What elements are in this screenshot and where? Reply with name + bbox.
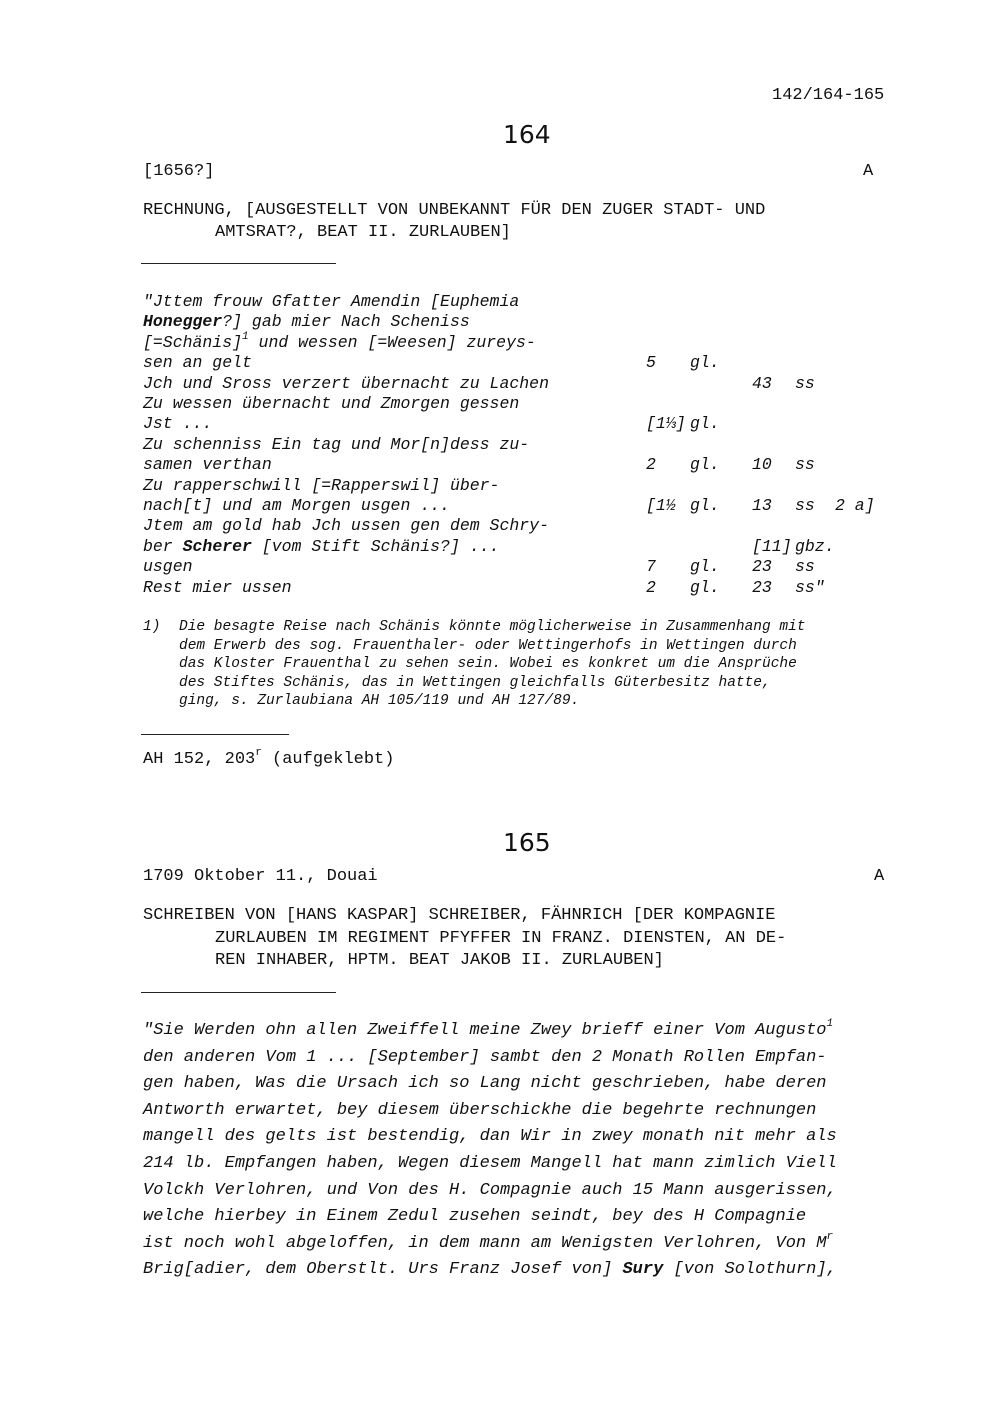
- amount-gulden: 5: [646, 353, 656, 373]
- entry-description: Zu schenniss Ein tag und Mor[n]dess zu-: [143, 434, 530, 454]
- footnote-marker: 1): [143, 619, 161, 635]
- footnote-line: Die besagte Reise nach Schänis könnte möglicherweise in Zusammenhang mit: [179, 619, 806, 635]
- amount-schilling: 23: [752, 577, 772, 597]
- amount-schilling: 13: [752, 496, 772, 515]
- entry-description: [=Schänis]$^1$ und wessen [=Weesen] zureys-: [143, 331, 536, 352]
- amount-gulden: 7: [646, 557, 656, 577]
- title-line: RECHNUNG, [AUSGESTELLT VON UNBEKANNT FÜR DEN ZUGER STADT- UND: [143, 201, 766, 220]
- person-name: Honegger: [143, 312, 223, 332]
- document-letter-165: A: [874, 867, 885, 886]
- entry-description: samen verthan: [143, 455, 272, 475]
- divider-rule: [141, 263, 336, 264]
- amount-angster: 2 a]: [835, 496, 875, 515]
- letter-line: "Sie Werden ohn allen Zweiffell meine Zwey brieff einer Vom Augusto$^1$: [143, 1018, 834, 1040]
- amount-schilling: 10: [752, 455, 772, 475]
- footnote-line: ging, s. Zurlaubiana AH 105/119 und AH 127/89.: [179, 693, 580, 709]
- unit-gulden: gl.: [690, 353, 720, 373]
- unit-schilling: ss: [795, 455, 815, 475]
- unit-schilling: ss": [795, 577, 825, 597]
- person-name: Scherer: [182, 536, 252, 556]
- entry-description: Rest mier ussen: [143, 577, 292, 597]
- entry-description: nach[t] und am Morgen usgen ...: [143, 496, 450, 515]
- amount-gulden: [1⅓]: [646, 414, 686, 434]
- amount-gulden: 2: [646, 577, 656, 597]
- unit-gulden: gl.: [690, 577, 720, 597]
- entry-description: Zu wessen übernacht und Zmorgen gessen: [143, 394, 520, 413]
- title-line: ZURLAUBEN IM REGIMENT PFYFFER IN FRANZ. DIENSTEN, AN DE-: [215, 929, 787, 948]
- entry-description: usgen: [143, 557, 193, 577]
- unit-schilling: ss: [795, 373, 815, 393]
- amount-schilling: 43: [752, 373, 772, 393]
- page-reference: 142/164-165: [772, 86, 885, 105]
- footnote-line: des Stiftes Schänis, das in Wettingen gleichfalls Güterbesitz hatte,: [179, 675, 771, 691]
- letter-line: ist noch wohl abgeloffen, in dem mann am Wenigsten Verlohren, Von $M^r$: [143, 1231, 834, 1253]
- document-date-164: [1656?]: [143, 162, 215, 181]
- letter-line: Antworth erwartet, bey diesem überschickhe die begehrte rechnungen: [143, 1100, 817, 1120]
- amount-gulden: [1½: [646, 496, 676, 515]
- title-line: SCHREIBEN VON [HANS KASPAR] SCHREIBER, FÄHNRICH [DER KOMPAGNIE: [143, 906, 776, 925]
- entry-description: Jch und Sross verzert übernacht zu Lachen: [143, 373, 549, 393]
- amount-schilling: [11]: [752, 536, 792, 556]
- amount-schilling: 23: [752, 557, 772, 577]
- title-line: REN INHABER, HPTM. BEAT JAKOB II. ZURLAUBEN]: [215, 951, 664, 970]
- entry-description: "Jttem frouw Gfatter Amendin [Euphemia: [143, 292, 520, 311]
- unit-gulden: gl.: [690, 455, 720, 475]
- entry-description: Jst ...: [143, 414, 213, 434]
- letter-line: gen haben, Was die Ursach ich so Lang nicht geschrieben, habe deren: [143, 1074, 827, 1094]
- document-date-165: 1709 Oktober 11., Douai: [143, 867, 378, 886]
- letter-line: Volckh Verlohren, und Von des H. Compagnie auch 15 Mann ausgerissen,: [143, 1180, 837, 1200]
- entry-description: ber Scherer [vom Stift Schänis?] ...: [143, 536, 500, 556]
- amount-gulden: 2: [646, 455, 656, 475]
- entry-description: Zu rapperschwill [=Rapperswil] über-: [143, 475, 500, 495]
- document-number-165: 165: [503, 828, 551, 857]
- entry-description: sen an gelt: [143, 353, 252, 373]
- source-reference-164: AH 152, 203$^r$ (aufgeklebt): [143, 747, 395, 769]
- unit-schilling: ss: [795, 557, 815, 577]
- letter-line: mangell des gelts ist bestendig, dan Wir in zwey monath nit mehr als: [143, 1127, 837, 1147]
- unit-schilling: ss: [795, 496, 815, 515]
- unit-gulden: gl.: [690, 496, 720, 515]
- entry-description: Jtem am gold hab Jch ussen gen dem Schry-: [143, 516, 549, 536]
- document-letter-164: A: [863, 162, 874, 181]
- document-number-164: 164: [503, 120, 551, 149]
- footnote-line: dem Erwerb des sog. Frauenthaler- oder Wettingerhofs in Wettingen durch: [179, 638, 797, 654]
- unit-schilling: gbz.: [795, 536, 835, 556]
- person-name: Sury: [622, 1260, 664, 1280]
- unit-gulden: gl.: [690, 557, 720, 577]
- footnote-line: das Kloster Frauenthal zu sehen sein. Wobei es konkret um die Ansprüche: [179, 656, 797, 672]
- letter-line: welche hierbey in Einem Zedul zusehen seindt, bey des H Compagnie: [143, 1207, 807, 1227]
- entry-description: Honegger?] gab mier Nach Scheniss: [143, 312, 470, 332]
- title-line: AMTSRAT?, BEAT II. ZURLAUBEN]: [215, 223, 511, 242]
- divider-rule: [141, 992, 336, 993]
- letter-line: den anderen Vom 1 ... [September] sambt den 2 Monath Rollen Empfan-: [143, 1047, 827, 1067]
- divider-rule: [141, 734, 289, 735]
- letter-line: 214 lb. Empfangen haben, Wegen diesem Mangell hat mann zimlich Viell: [143, 1154, 837, 1173]
- letter-line: Brig[adier, dem Oberstlt. Urs Franz Josef von] Sury [von Solothurn],: [143, 1260, 837, 1280]
- unit-gulden: gl.: [690, 414, 720, 434]
